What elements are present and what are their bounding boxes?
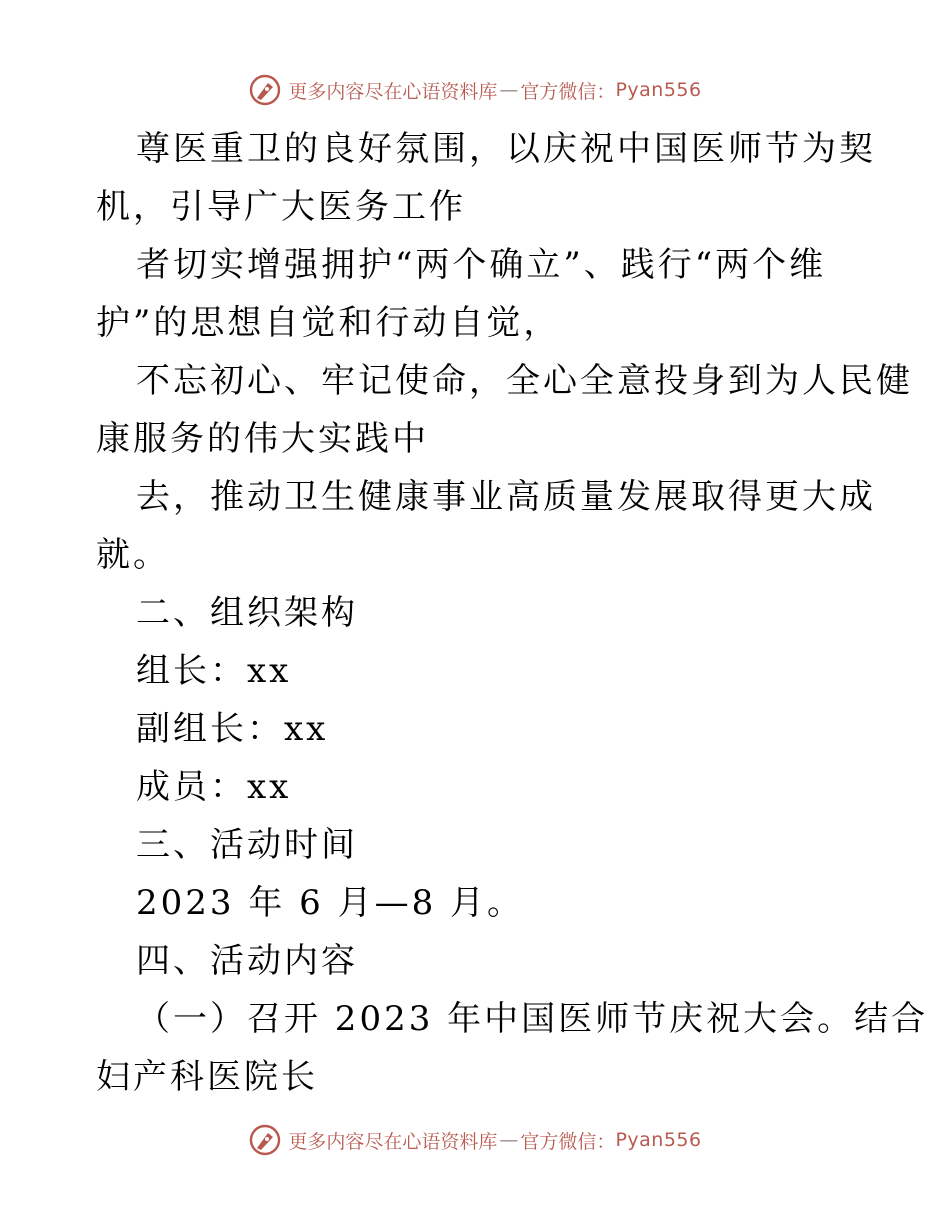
text-line: 护”的思想自觉和行动自觉， (96, 303, 561, 343)
watermark-handle: Pyan556 (615, 1129, 702, 1151)
text-line: 妇产科医院长 (96, 1057, 318, 1097)
section-heading: 四、活动内容 (136, 941, 358, 981)
watermark-official: 官方微信： (520, 1130, 616, 1153)
text-line: 组长：xx (136, 651, 292, 691)
watermark-separator: — (499, 79, 519, 101)
text-line: 副组长：xx (136, 709, 329, 749)
watermark-text: 更多内容尽在心语资料库 (288, 80, 498, 103)
watermark-header (0, 70, 950, 110)
text-line: 不忘初心、牢记使命，全心全意投身到为人民健 (136, 361, 913, 401)
text-line: 2023 年 6 月—8 月。 (136, 883, 525, 923)
watermark-footer (0, 1120, 950, 1160)
section-heading: 三、活动时间 (136, 825, 358, 865)
text-line: 机，引导广大医务工作 (96, 187, 466, 227)
section-heading: 二、组织架构 (136, 593, 358, 633)
watermark-separator: — (499, 1129, 519, 1151)
text-line: （一）召开 2023 年中国医师节庆祝大会。结合 (136, 999, 929, 1039)
document-body (96, 120, 929, 1106)
pen-nib-logo-icon (248, 1123, 282, 1157)
pen-nib-logo-icon (248, 73, 282, 107)
watermark-text: 更多内容尽在心语资料库 (288, 1130, 498, 1153)
text-line: 尊医重卫的良好氛围，以庆祝中国医师节为契 (136, 129, 876, 169)
text-line: 康服务的伟大实践中 (96, 419, 429, 459)
text-line: 就。 (96, 535, 170, 575)
text-line: 成员：xx (136, 767, 292, 807)
watermark-official: 官方微信： (520, 80, 616, 103)
text-line: 者切实增强拥护“两个确立”、践行“两个维 (136, 245, 827, 285)
watermark-handle: Pyan556 (615, 79, 702, 101)
text-line: 去，推动卫生健康事业高质量发展取得更大成 (136, 477, 876, 517)
